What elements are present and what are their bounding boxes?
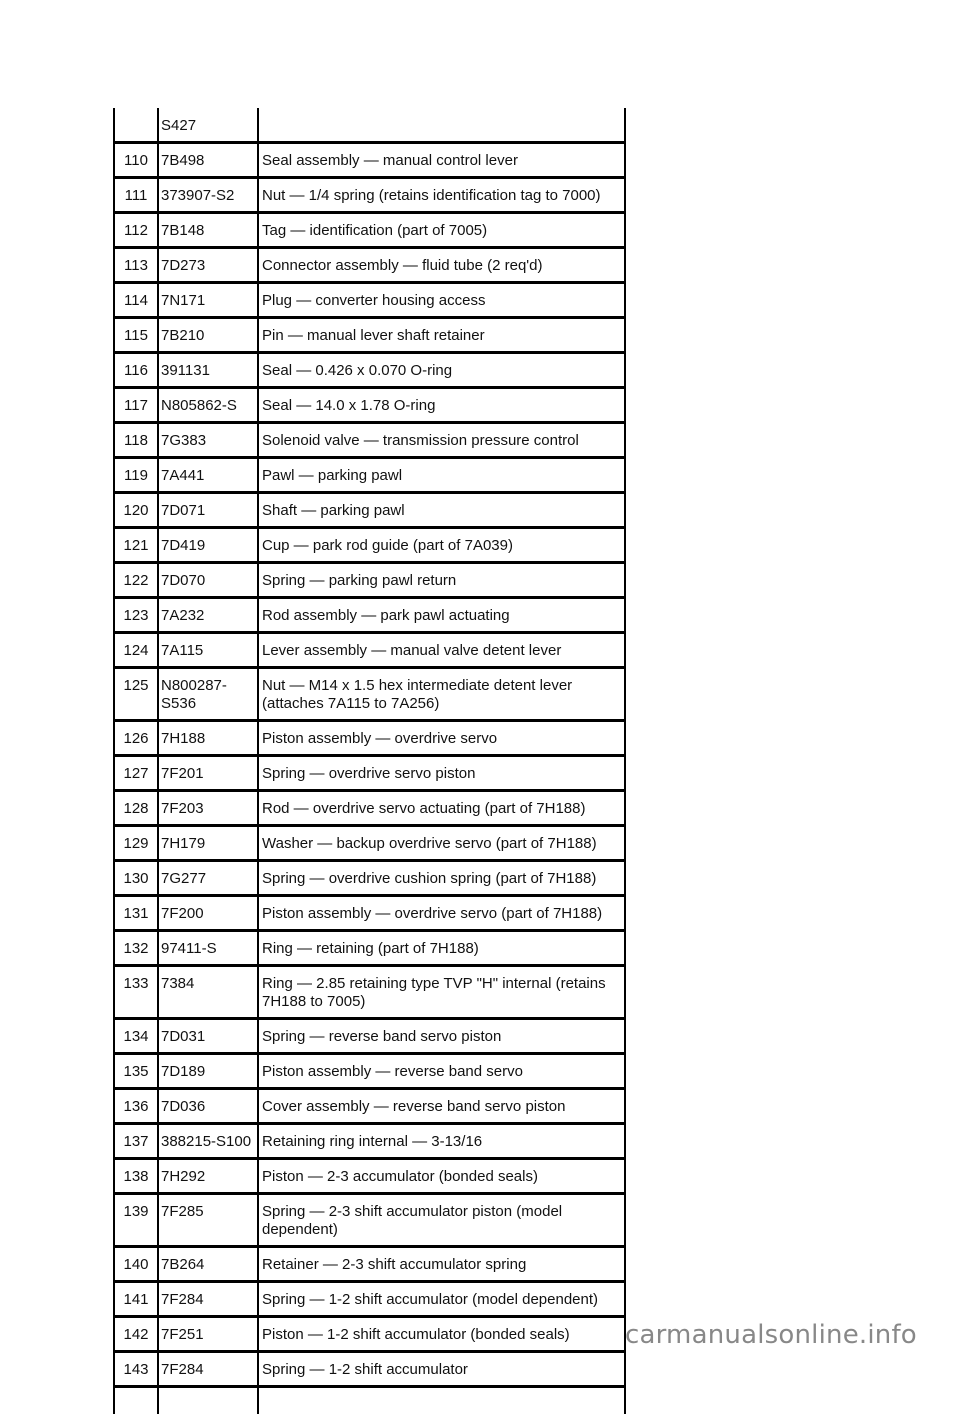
part-description: Spring — reverse band servo piston [257,1020,626,1052]
table-row [113,564,626,599]
table-row [113,757,626,792]
part-number: 7D036 [157,1090,257,1122]
table-row [113,1283,626,1318]
part-description: Rod — overdrive servo actuating (part of 7H188) [257,792,626,824]
item-number: 143 [113,1353,157,1385]
part-description: Spring — 1-2 shift accumulator (model dependent) [257,1283,626,1315]
table-row [113,1125,626,1160]
parts-table [113,108,626,1414]
item-number: 133 [113,967,157,1017]
part-description: Spring — overdrive servo piston [257,757,626,789]
item-number: 122 [113,564,157,596]
item-number: 125 [113,669,157,719]
part-number: 7B210 [157,319,257,351]
part-description: Cup — park rod guide (part of 7A039) [257,529,626,561]
table-row [113,459,626,494]
item-number: 110 [113,144,157,176]
item-number: 136 [113,1090,157,1122]
part-number: 7D071 [157,494,257,526]
part-number: 7A115 [157,634,257,666]
part-number: 97411-S [157,932,257,964]
table-row [113,827,626,862]
part-number: 7N171 [157,284,257,316]
part-description: Piston assembly — overdrive servo [257,722,626,754]
part-description: Rod assembly — park pawl actuating [257,599,626,631]
item-number: 114 [113,284,157,316]
part-description: Tag — identification (part of 7005) [257,214,626,246]
part-description: Retaining ring internal — 3-13/16 [257,1125,626,1157]
table-row [113,722,626,757]
part-number: 7F201 [157,757,257,789]
table-row [113,792,626,827]
item-number: 135 [113,1055,157,1087]
part-description: Nut — M14 x 1.5 hex intermediate detent lever (attaches 7A115 to 7A256) [257,669,626,719]
table-row [113,319,626,354]
part-number: 7B498 [157,144,257,176]
part-number: 7A441 [157,459,257,491]
part-number: 7F203 [157,792,257,824]
part-number: 7G383 [157,424,257,456]
item-number: 112 [113,214,157,246]
item-number: 126 [113,722,157,754]
part-number: 7H188 [157,722,257,754]
part-description [257,1388,626,1414]
part-number: 7F285 [157,1195,257,1245]
part-description: Spring — 2-3 shift accumulator piston (model dependent) [257,1195,626,1245]
part-description: Piston — 1-2 shift accumulator (bonded seals) [257,1318,626,1350]
part-number: 373907-S2 [157,179,257,211]
part-description: Connector assembly — fluid tube (2 req'd) [257,249,626,281]
table-row [113,897,626,932]
part-description: Spring — overdrive cushion spring (part of 7H188) [257,862,626,894]
item-number: 116 [113,354,157,386]
table-row [113,179,626,214]
table-row [113,108,626,144]
part-number: 7D273 [157,249,257,281]
table-row [113,599,626,634]
part-description: Spring — parking pawl return [257,564,626,596]
table-row [113,284,626,319]
table-row [113,214,626,249]
part-description: Lever assembly — manual valve detent lever [257,634,626,666]
part-number: 7D419 [157,529,257,561]
item-number: 142 [113,1318,157,1350]
part-description: Piston assembly — overdrive servo (part of 7H188) [257,897,626,929]
part-description [257,108,626,141]
table-row [113,1160,626,1195]
item-number: 120 [113,494,157,526]
item-number: 128 [113,792,157,824]
part-number: 391131 [157,354,257,386]
item-number: 117 [113,389,157,421]
part-description: Spring — 1-2 shift accumulator [257,1353,626,1385]
item-number: 141 [113,1283,157,1315]
item-number: 137 [113,1125,157,1157]
item-number: 119 [113,459,157,491]
table-row [113,529,626,564]
part-number: 7H179 [157,827,257,859]
item-number: 131 [113,897,157,929]
part-number: 388215-S100 [157,1125,257,1157]
part-number [157,1388,257,1414]
item-number: 138 [113,1160,157,1192]
table-row [113,1318,626,1353]
item-number: 121 [113,529,157,561]
table-row [113,669,626,722]
part-number: 7A232 [157,599,257,631]
part-description: Seal assembly — manual control lever [257,144,626,176]
part-number: 7B148 [157,214,257,246]
part-number: N800287-S536 [157,669,257,719]
part-number: 7D189 [157,1055,257,1087]
part-number: 7H292 [157,1160,257,1192]
table-row [113,1388,626,1414]
part-number: 7F284 [157,1283,257,1315]
item-number: 127 [113,757,157,789]
table-row [113,932,626,967]
item-number: 132 [113,932,157,964]
item-number: 129 [113,827,157,859]
table-row [113,249,626,284]
part-number: 7F200 [157,897,257,929]
table-row [113,1090,626,1125]
part-description: Piston — 2-3 accumulator (bonded seals) [257,1160,626,1192]
part-number: 7384 [157,967,257,1017]
item-number: 111 [113,179,157,211]
item-number: 124 [113,634,157,666]
item-number: 139 [113,1195,157,1245]
part-description: Plug — converter housing access [257,284,626,316]
part-number: 7B264 [157,1248,257,1280]
part-description: Washer — backup overdrive servo (part of 7H188) [257,827,626,859]
table-row [113,862,626,897]
part-number: 7D031 [157,1020,257,1052]
part-number: 7F284 [157,1353,257,1385]
table-row [113,389,626,424]
table-row [113,354,626,389]
part-number: 7G277 [157,862,257,894]
part-number: N805862-S [157,389,257,421]
part-description: Solenoid valve — transmission pressure control [257,424,626,456]
table-row [113,1248,626,1283]
part-description: Ring — 2.85 retaining type TVP "H" internal (retains 7H188 to 7005) [257,967,626,1017]
table-row [113,1020,626,1055]
table-row [113,144,626,179]
part-number: S427 [157,108,257,141]
table-row [113,494,626,529]
part-description: Piston assembly — reverse band servo [257,1055,626,1087]
part-description: Retainer — 2-3 shift accumulator spring [257,1248,626,1280]
part-number: 7F251 [157,1318,257,1350]
watermark: carmanualsonline.info [625,1320,917,1350]
table-row [113,1195,626,1248]
part-description: Pawl — parking pawl [257,459,626,491]
part-description: Ring — retaining (part of 7H188) [257,932,626,964]
part-description: Shaft — parking pawl [257,494,626,526]
item-number: 140 [113,1248,157,1280]
item-number: 115 [113,319,157,351]
part-description: Seal — 14.0 x 1.78 O-ring [257,389,626,421]
item-number: 134 [113,1020,157,1052]
table-row [113,424,626,459]
item-number: 113 [113,249,157,281]
table-row [113,1353,626,1388]
part-number: 7D070 [157,564,257,596]
item-number [113,1388,157,1414]
item-number: 118 [113,424,157,456]
item-number [113,108,157,141]
item-number: 130 [113,862,157,894]
part-description: Pin — manual lever shaft retainer [257,319,626,351]
table-row [113,1055,626,1090]
part-description: Cover assembly — reverse band servo piston [257,1090,626,1122]
part-description: Seal — 0.426 x 0.070 O-ring [257,354,626,386]
item-number: 123 [113,599,157,631]
table-row [113,634,626,669]
part-description: Nut — 1/4 spring (retains identification tag to 7000) [257,179,626,211]
table-row [113,967,626,1020]
